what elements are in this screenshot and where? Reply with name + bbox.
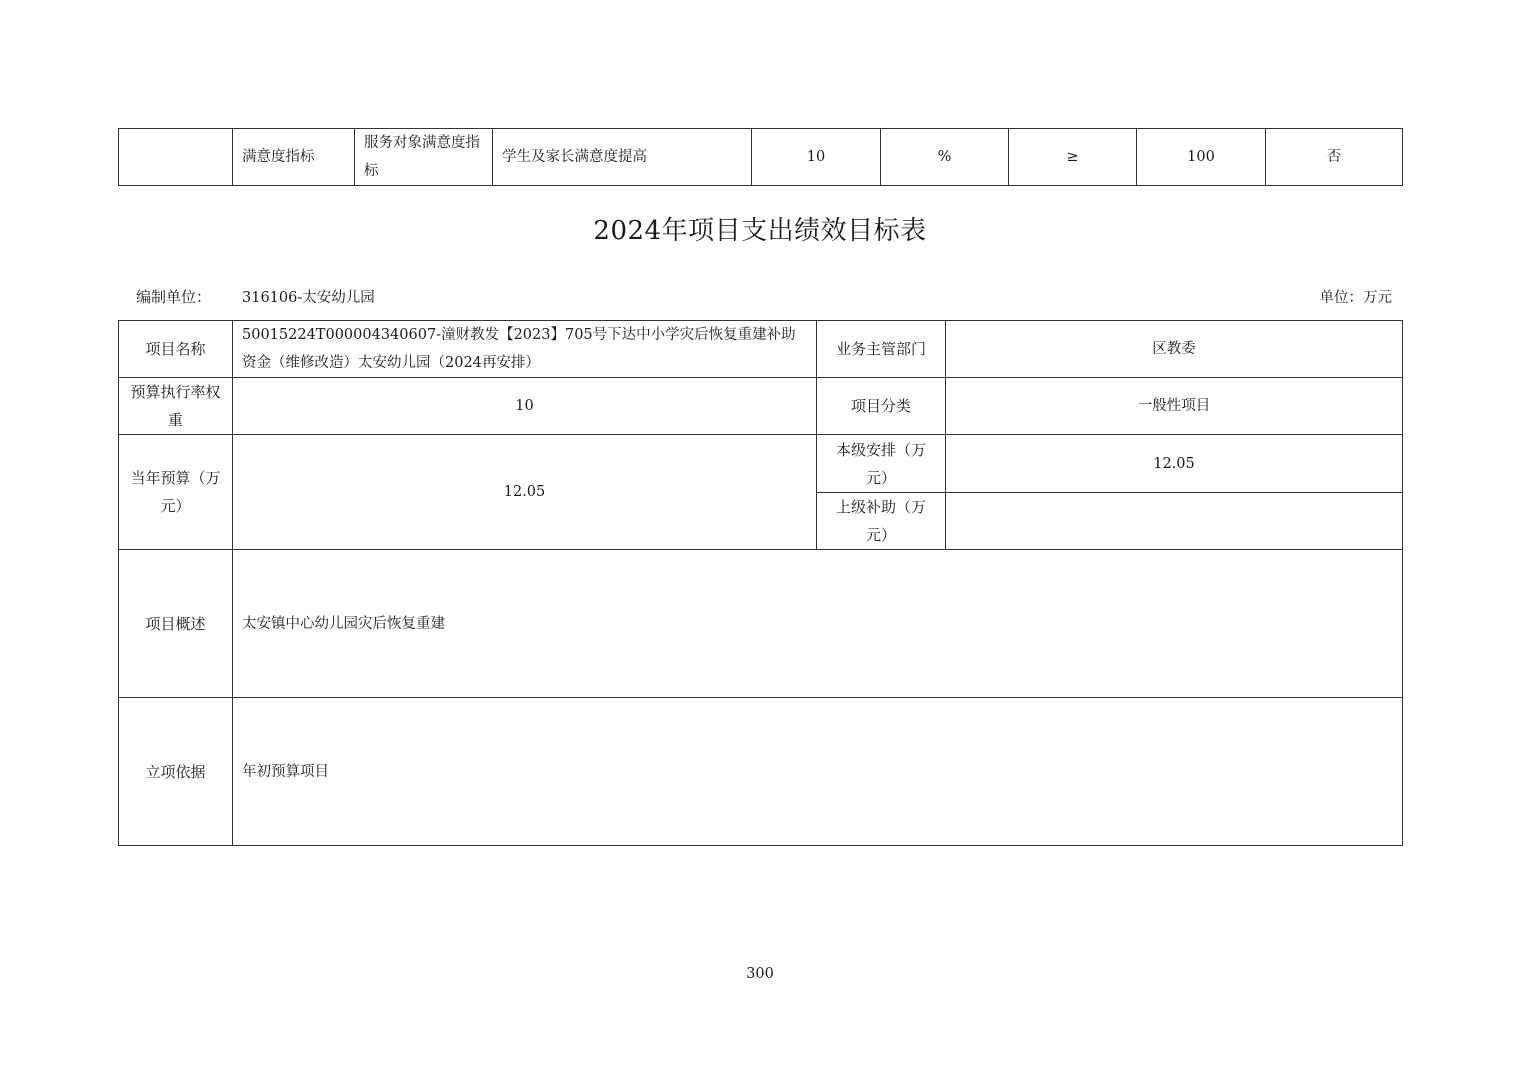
table-row xyxy=(119,435,1403,493)
performance-table xyxy=(118,320,1403,846)
indicator-operator: ≥ xyxy=(1009,129,1137,186)
category-label: 项目分类 xyxy=(817,378,946,435)
budget-label: 当年预算（万元） xyxy=(119,435,233,550)
table-row xyxy=(119,321,1403,378)
table-row xyxy=(119,129,1403,186)
table-row xyxy=(119,550,1403,698)
indicator-unit: % xyxy=(881,129,1009,186)
superior-label: 上级补助（万元） xyxy=(817,493,946,550)
indicator-target: 100 xyxy=(1137,129,1266,186)
org-value: 316106-太安幼儿园 xyxy=(242,290,375,306)
local-value: 12.05 xyxy=(946,435,1403,493)
unit-label: 单位：万元 xyxy=(1319,290,1392,306)
superior-value xyxy=(946,493,1403,550)
dept-label: 业务主管部门 xyxy=(817,321,946,378)
basis-value: 年初预算项目 xyxy=(233,698,1403,846)
page-number: 300 xyxy=(746,966,774,982)
blank-cell xyxy=(119,129,233,186)
project-name-value: 50015224T000004340607-潼财教发【2023】705号下达中小学灾后恢复重建补助资金（维修改造）太安幼儿园（2024再安排） xyxy=(233,321,817,378)
top-indicator-table xyxy=(118,128,1403,186)
rate-label: 预算执行率权重 xyxy=(119,378,233,435)
rate-value: 10 xyxy=(233,378,817,435)
budget-value: 12.05 xyxy=(233,435,817,550)
indicator-content: 学生及家长满意度提高 xyxy=(493,129,752,186)
indicator-level2: 满意度指标 xyxy=(233,129,355,186)
local-label: 本级安排（万元） xyxy=(817,435,946,493)
dept-value: 区教委 xyxy=(946,321,1403,378)
table-row xyxy=(119,698,1403,846)
project-name-label: 项目名称 xyxy=(119,321,233,378)
basis-label: 立项依据 xyxy=(119,698,233,846)
overview-label: 项目概述 xyxy=(119,550,233,698)
org-label: 编制单位： xyxy=(136,288,212,306)
overview-value: 太安镇中心幼儿园灾后恢复重建 xyxy=(233,550,1403,698)
indicator-weight: 10 xyxy=(752,129,881,186)
indicator-level3: 服务对象满意度指标 xyxy=(355,129,493,186)
page-title: 2024年项目支出绩效目标表 xyxy=(593,216,927,246)
category-value: 一般性项目 xyxy=(946,378,1403,435)
indicator-flag: 否 xyxy=(1266,129,1403,186)
table-row xyxy=(119,378,1403,435)
